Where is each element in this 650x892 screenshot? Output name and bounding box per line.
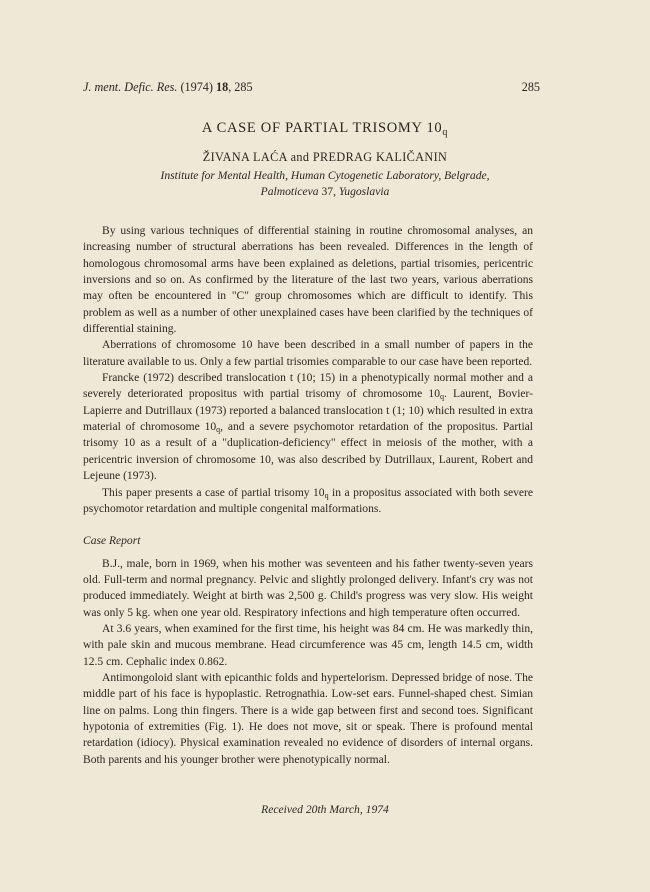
affiliation-country: Yugoslavia (338, 184, 390, 198)
journal-pages: , 285 (228, 80, 253, 94)
article-title-subscript: q (442, 127, 449, 138)
paragraph-physical-findings: Antimongoloid slant with epicanthic folds and hypertelorism. Depressed bridge of nose. The middle part of his face is hypoplastic. Retrognathia. Low-set ears. Funnel-shaped chest. Simian line on palms. Long thin fingers. There is a wide gap between first and second toes. Significant hypotonia of extremities (Fig. 1). He does not move, sit or speak. There is profound mental retardation (idiocy). Physical examination revealed no evidence of disorders of internal organs. Both parents and his younger brother were phenotypically normal. (83, 671, 533, 766)
affiliation-street: Palmoticeva (260, 184, 319, 198)
journal-year: (1974) (180, 80, 213, 94)
article-body (83, 223, 533, 768)
paragraph-presentation (83, 485, 533, 518)
paragraph-presentation-part-1: This paper presents a case of partial trisomy 10 (102, 486, 325, 499)
paragraph-literature-part-3: , and a severe psychomotor retardation of the propositus. Partial trisomy 10 as a result of a "duplication-deficiency" effect in meiosis of the mother, with a pericentric inversion of chromosome 10, was also described by Dutrillaux, Laurent, Robert and Lejeune (1973). (83, 421, 533, 483)
affiliation-street-number: 37, (318, 184, 339, 198)
affiliation-line-2 (0, 184, 650, 200)
running-header (83, 80, 540, 100)
paragraph-case-history: B.J., male, born in 1969, when his mother was seventeen and his father twenty-seven years old. Full-term and normal pregnancy. Pelvic and slightly prolonged delivery. Infant's cry was not produced immediately. Weight at birth was 2,500 g. Child's progress was very slow. His weight was only 5 kg. when one year old. Respiratory infections and high temperature often occurred. (83, 557, 533, 619)
paragraph-literature-part-2: . Laurent, Bovier-Lapierre and Dutrillaux (1973) reported a balanced translocation t (1; 10) which resulted in extra material of chromosome 10 (83, 388, 533, 434)
paragraph-aberrations: Aberrations of chromosome 10 have been described in a small number of papers in the literature available to us. Only a few partial trisomies comparable to our case have been reported. (83, 339, 533, 368)
journal-citation (83, 80, 253, 95)
received-date: Received 20th March, 1974 (261, 803, 389, 816)
subscript-q: q (216, 425, 221, 435)
paragraph-literature (83, 370, 533, 484)
paragraph-intro: By using various techniques of differential staining in routine chromosomal analyses, an increasing number of structural aberrations has been revealed. Differences in the length of homologous chromosomal arms have been explained as deletions, partial trisomies, pericentric inversions and so on. As confirmed by the literature of the last two years, various aberrations may often be encountered in "C" group chromosomes which are difficult to identify. This problem as well as a number of other unexplained cases have been clarified by the techniques of differential staining. (83, 225, 533, 336)
subscript-q: q (439, 392, 444, 402)
paragraph-examination: At 3.6 years, when examined for the first time, his height was 84 cm. He was markedly thin, with pale skin and mucous membrane. Head circumference was 45 cm, length 14.5 cm, width 12.5 cm. Cephalic index 0.862. (83, 622, 533, 668)
journal-volume: 18 (216, 80, 229, 94)
paragraph-presentation-part-2: in a propositus associated with both severe psychomotor retardation and multiple congenital malformations. (83, 486, 533, 515)
page-number: 285 (521, 80, 540, 94)
article-title (0, 120, 650, 137)
section-heading-case-report: Case Report (83, 535, 141, 548)
affiliation-line-1: Institute for Mental Health, Human Cytogenetic Laboratory, Belgrade, (160, 169, 490, 182)
article-authors: ŽIVANA LAĆA and PREDRAG KALIČANIN (202, 150, 448, 164)
journal-abbrev: J. ment. Defic. Res. (83, 80, 178, 94)
article-title-text: A CASE OF PARTIAL TRISOMY 10 (201, 120, 443, 136)
subscript-q: q (324, 490, 329, 500)
author-affiliation (0, 168, 650, 199)
paragraph-literature-part-1: Francke (1972) described translocation t (10; 15) in a phenotypically normal mother and a severely deteriorated propositus with partial trisomy of chromosome 10 (83, 372, 533, 401)
